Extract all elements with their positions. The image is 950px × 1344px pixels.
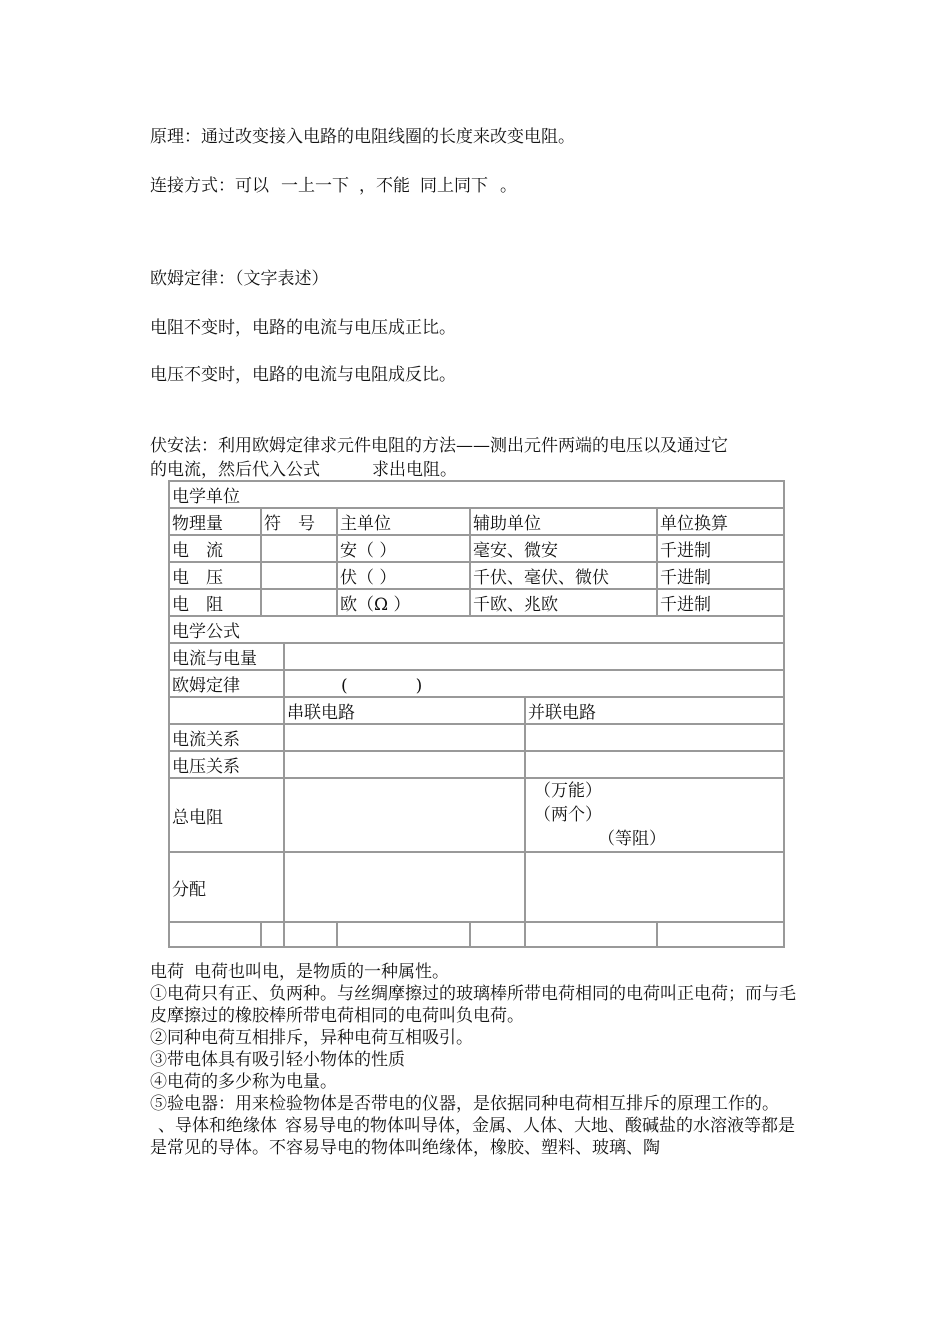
blank-cell xyxy=(261,922,284,947)
ohm-law-label: 欧姆定律 xyxy=(169,670,284,697)
table-row xyxy=(169,922,784,947)
formula-section-title: 电学公式 xyxy=(169,616,784,643)
distribution-label: 分配 xyxy=(169,852,284,922)
rheostat-principle: 原理：通过改变接入电路的电阻线圈的长度来改变电阻。 xyxy=(150,127,575,147)
connection-end: 。 xyxy=(500,176,517,196)
table-row xyxy=(169,643,784,670)
charge-item-2: ②同种电荷互相排斥，异种电荷互相吸引。 xyxy=(150,1028,473,1048)
header-main-unit: 主单位 xyxy=(337,508,470,535)
total-resistance-series xyxy=(284,778,525,852)
cell-aux-unit: 千伏、毫伏、微伏 xyxy=(470,562,657,589)
cell-quantity: 电 压 xyxy=(169,562,261,589)
cell-symbol xyxy=(261,535,337,562)
table-row xyxy=(169,589,784,616)
units-header-row xyxy=(169,508,784,535)
charge-item-5: ⑤验电器：用来检验物体是否带电的仪器，是依据同种电荷相互排斥的原理工作的。 xyxy=(150,1094,779,1114)
connection-mid: ，不能 xyxy=(359,176,410,196)
total-resistance-label: 总电阻 xyxy=(169,778,284,852)
blank-cell xyxy=(337,922,470,947)
blank-cell xyxy=(525,922,657,947)
parallel-note-equal: （等阻） xyxy=(598,829,666,849)
units-formula-table xyxy=(168,480,785,948)
cell-conversion: 千进制 xyxy=(657,562,784,589)
voltage-relation-series xyxy=(284,751,525,778)
header-aux-unit: 辅助单位 xyxy=(470,508,657,535)
ohm-rule-1: 电阻不变时，电路的电流与电压成正比。 xyxy=(150,318,456,338)
cell-conversion: 千进制 xyxy=(657,535,784,562)
conductors-lead: 、导体和绝缘体 xyxy=(158,1116,277,1136)
connection-cannot: 同上同下 xyxy=(420,176,488,196)
blank-cell xyxy=(657,922,784,947)
cell-symbol xyxy=(261,562,337,589)
current-relation-label: 电流关系 xyxy=(169,724,284,751)
units-section-title: 电学单位 xyxy=(169,481,784,508)
voltammetry-line-1: 伏安法：利用欧姆定律求元件电阻的方法——测出元件两端的电压以及通过它 xyxy=(150,436,728,456)
cell-quantity: 电 阻 xyxy=(169,589,261,616)
header-symbol: 符 号 xyxy=(261,508,337,535)
cell-main-unit: 伏（ ） xyxy=(337,562,470,589)
header-conversion: 单位换算 xyxy=(657,508,784,535)
table-row xyxy=(169,852,784,922)
cell-quantity: 电 流 xyxy=(169,535,261,562)
blank-cell xyxy=(284,922,337,947)
table-row xyxy=(169,697,784,724)
parallel-note-two: （两个） xyxy=(534,805,602,825)
voltage-relation-parallel xyxy=(525,751,784,778)
distribution-parallel xyxy=(525,852,784,922)
cell-main-unit: 安（ ） xyxy=(337,535,470,562)
cell-aux-unit: 千欧、兆欧 xyxy=(470,589,657,616)
cell-main-unit: 欧（Ω ） xyxy=(337,589,470,616)
connection-prefix: 连接方式：可以 xyxy=(150,176,269,196)
table-row xyxy=(169,751,784,778)
table-row xyxy=(169,724,784,751)
table-row xyxy=(169,670,784,697)
voltage-relation-label: 电压关系 xyxy=(169,751,284,778)
ohm-law-value: ( ) xyxy=(284,670,784,697)
cell-conversion: 千进制 xyxy=(657,589,784,616)
voltammetry-text-a: 的电流，然后代入公式 xyxy=(150,460,320,480)
blank-cell xyxy=(169,922,261,947)
voltammetry-line-2 xyxy=(150,455,457,480)
conductors-paragraph xyxy=(150,1115,800,1159)
conductors-text: 容易导电的物体叫导体，金属、人体、大地、酸碱盐的水溶液等都是是常见的导体。不容易导电的物体叫绝缘体，橡胶、塑料、玻璃、陶 xyxy=(150,1116,795,1158)
rheostat-connection xyxy=(150,171,517,196)
charge-intro: 电荷也叫电，是物质的一种属性。 xyxy=(194,962,449,982)
current-relation-parallel xyxy=(525,724,784,751)
current-charge-label: 电流与电量 xyxy=(169,643,284,670)
blank-cell xyxy=(470,922,525,947)
table-row xyxy=(169,562,784,589)
parallel-header: 并联电路 xyxy=(525,697,784,724)
charge-title: 电荷 xyxy=(150,962,184,982)
cell-aux-unit: 毫安、微安 xyxy=(470,535,657,562)
charge-intro-line xyxy=(150,961,800,983)
connection-can: 一上一下 xyxy=(281,176,349,196)
table-row xyxy=(169,778,784,852)
ohm-rule-2: 电压不变时，电路的电流与电阻成反比。 xyxy=(150,365,456,385)
charge-section xyxy=(150,961,800,1159)
current-charge-value xyxy=(284,643,784,670)
cell-symbol xyxy=(261,589,337,616)
charge-item-3: ③带电体具有吸引轻小物体的性质 xyxy=(150,1050,405,1070)
total-resistance-parallel xyxy=(525,778,784,852)
current-relation-series xyxy=(284,724,525,751)
charge-item-1: ①电荷只有正、负两种。与丝绸摩擦过的玻璃棒所带电荷相同的电荷叫正电荷；而与毛皮摩擦过的橡胶棒所带电荷相同的电荷叫负电荷。 xyxy=(150,984,796,1026)
ohm-heading: 欧姆定律：（文字表述） xyxy=(150,269,329,289)
charge-item-4: ④电荷的多少称为电量。 xyxy=(150,1072,337,1092)
table-row xyxy=(169,535,784,562)
circuit-header-blank xyxy=(169,697,284,724)
voltammetry-text-b: 求出电阻。 xyxy=(372,460,457,480)
header-quantity: 物理量 xyxy=(169,508,261,535)
distribution-series xyxy=(284,852,525,922)
parallel-note-universal: （万能） xyxy=(534,781,602,801)
series-header: 串联电路 xyxy=(284,697,525,724)
